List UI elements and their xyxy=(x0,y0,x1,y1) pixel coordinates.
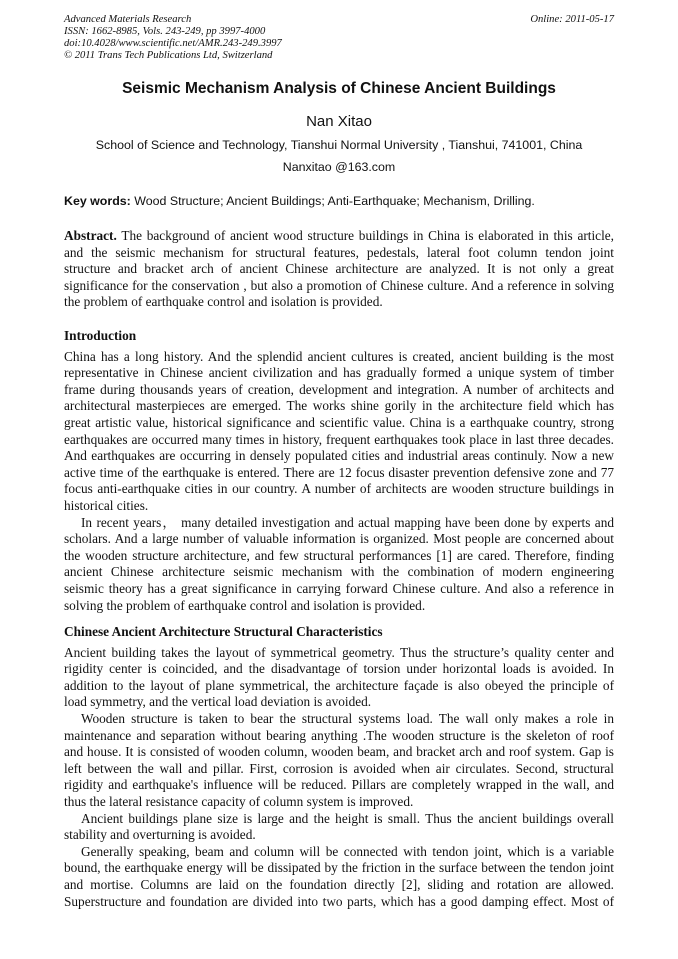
paragraph-line: frame during thousands years of creation, development and integration. A number of architects and xyxy=(64,381,614,397)
paragraph-line: scholars. And a large number of valuable information is organized. Most people are concerned about xyxy=(64,531,614,547)
section-heading: Introduction xyxy=(64,328,137,343)
paragraph-line: Superstructure and foundation are divided into two parts, which has a good damping effect. Most of xyxy=(64,893,614,909)
paragraph-line: Generally speaking, beam and column will be connected with tendon joint, which is a variable xyxy=(81,843,614,859)
issn: ISSN: 1662-8985, Vols. 243-249, pp 3997-4000 xyxy=(64,26,266,37)
paragraph-line: Wooden structure is taken to bear the structural systems load. The wall only makes a role in xyxy=(81,710,614,726)
paragraph-line: maintenance and separation without bearing anything .The wooden structure is the skeleton of roof xyxy=(64,727,614,743)
paragraph-line: addition to the layout of plane symmetrical, the architecture façade is also obeyed the principle of xyxy=(64,677,614,693)
abstract-line: The background of ancient wood structure buildings in China is elaborated in this article, xyxy=(116,228,614,243)
abstract-line: and the seismic mechanism for structural features, pedestals, lateral foot column tendon joint xyxy=(64,244,614,260)
paragraph-line: representative in Chinese ancient civilization and has gradually formed a unique system of timber xyxy=(64,365,614,381)
paragraph-line: and mortise. Columns are laid on the foundation directly [2], sliding and rotation are allowed. xyxy=(64,876,614,892)
paragraph-line: rigidity center is coincided, and the disadvantage of torsion under horizontal loads is avoided. In xyxy=(64,661,614,677)
paragraph-line: thus the lateral resistance capacity of column system is improved. xyxy=(64,793,414,809)
paragraph-line: ancient Chinese architecture seismic mechanism with the combination of modern engineering xyxy=(64,564,614,580)
keywords-text: Wood Structure; Ancient Buildings; Anti-Earthquake; Mechanism, Drilling. xyxy=(130,194,535,208)
author: Nan Xitao xyxy=(306,113,372,130)
paragraph-line: rigidity and earthquake's influence will be reduced. Pillars are completely wrapped in the wall, and xyxy=(64,777,614,793)
abstract-line: structure and bracket arch of ancient Chinese architecture are analyzed. It is not only a great xyxy=(64,261,614,277)
paragraph-line: architectural masterpieces are emerged. The works shine gorily in the architecture field which has xyxy=(64,398,614,414)
doi: doi:10.4028/www.scientific.net/AMR.243-249.3997 xyxy=(64,38,282,49)
abstract xyxy=(64,228,614,311)
paragraph-line: seismic theory has a great significance in carrying forward Chinese culture. And also a reference in xyxy=(64,580,614,596)
paragraph-line: historical cities. xyxy=(64,497,149,513)
paragraph-line: And earthquakes are occurring in densely populated cities and industrial areas continuly. Now a new xyxy=(64,448,614,464)
paper-title: Seismic Mechanism Analysis of Chinese Ancient Buildings xyxy=(122,80,556,97)
copyright: © 2011 Trans Tech Publications Ltd, Switzerland xyxy=(64,50,273,61)
paragraph-line: stability and overturning is avoided. xyxy=(64,827,256,843)
paragraph-line: In recent years， many detailed investigation and actual mapping have been done by experts and xyxy=(81,514,614,530)
paragraph-line: China has a long history. And the splendid ancient cultures is created, ancient building is the most xyxy=(64,348,614,364)
abstract-label: Abstract. xyxy=(64,228,117,243)
paragraph-line: the wooden structure architecture, and few structural performances [1] are cared. Therefore, finding xyxy=(64,547,614,563)
paragraph-line: earthquakes are occurred many times in history, frequent earthquakes took place in last three decades. xyxy=(64,431,614,447)
section-heading: Chinese Ancient Architecture Structural Characteristics xyxy=(64,624,383,639)
journal-name: Advanced Materials Research xyxy=(64,14,192,25)
keywords xyxy=(64,194,535,208)
paragraph-line: focus anti-earthquake cities in our country. A number of architects are wooden structure buildings in xyxy=(64,481,614,497)
paragraph-line: load symmetry, and the vertical load deviation is avoided. xyxy=(64,694,372,710)
abstract-line: significance for the conservation , but also a promotion of Chinese culture. And a reference in solving xyxy=(64,277,614,293)
paragraph-line: Ancient buildings plane size is large and the height is small. Thus the ancient buildings overall xyxy=(81,810,614,826)
keywords-label: Key words: xyxy=(64,194,131,208)
paragraph-line: bound, the earthquake energy will be dissipated by the friction in the surface between the tendon joint xyxy=(64,860,614,876)
paragraph-line: and house. It is consisted of wooden column, wooden beam, and bracket arch and roof system. Gap is xyxy=(64,744,614,760)
online-date: Online: 2011-05-17 xyxy=(530,14,614,25)
paragraph-line: solving the problem of earthquake control and isolation is provided. xyxy=(64,597,426,613)
paragraph-line: great artistic value, historical significance and scientific value. China is a earthquake country, strong xyxy=(64,414,614,430)
email: Nanxitao @163.com xyxy=(282,160,396,174)
journal-header xyxy=(64,14,614,62)
abstract-line: the problem of earthquake control and isolation is provided. xyxy=(64,294,383,310)
introduction-section xyxy=(64,328,614,614)
affiliation: School of Science and Technology, Tianshui Normal University , Tianshui, 741001, China xyxy=(95,138,583,152)
paragraph-line: active time of the earthquake is entered. There are 12 focus disaster prevention defensive zone and 77 xyxy=(64,464,614,480)
paragraph-line: left between the wall and pillar. First, corrosion is avoided when air circulates. Second, structural xyxy=(64,760,614,776)
paragraph-line: Ancient building takes the layout of symmetrical geometry. Thus the structure’s quality center and xyxy=(64,644,614,660)
structural-characteristics-section xyxy=(64,624,614,910)
